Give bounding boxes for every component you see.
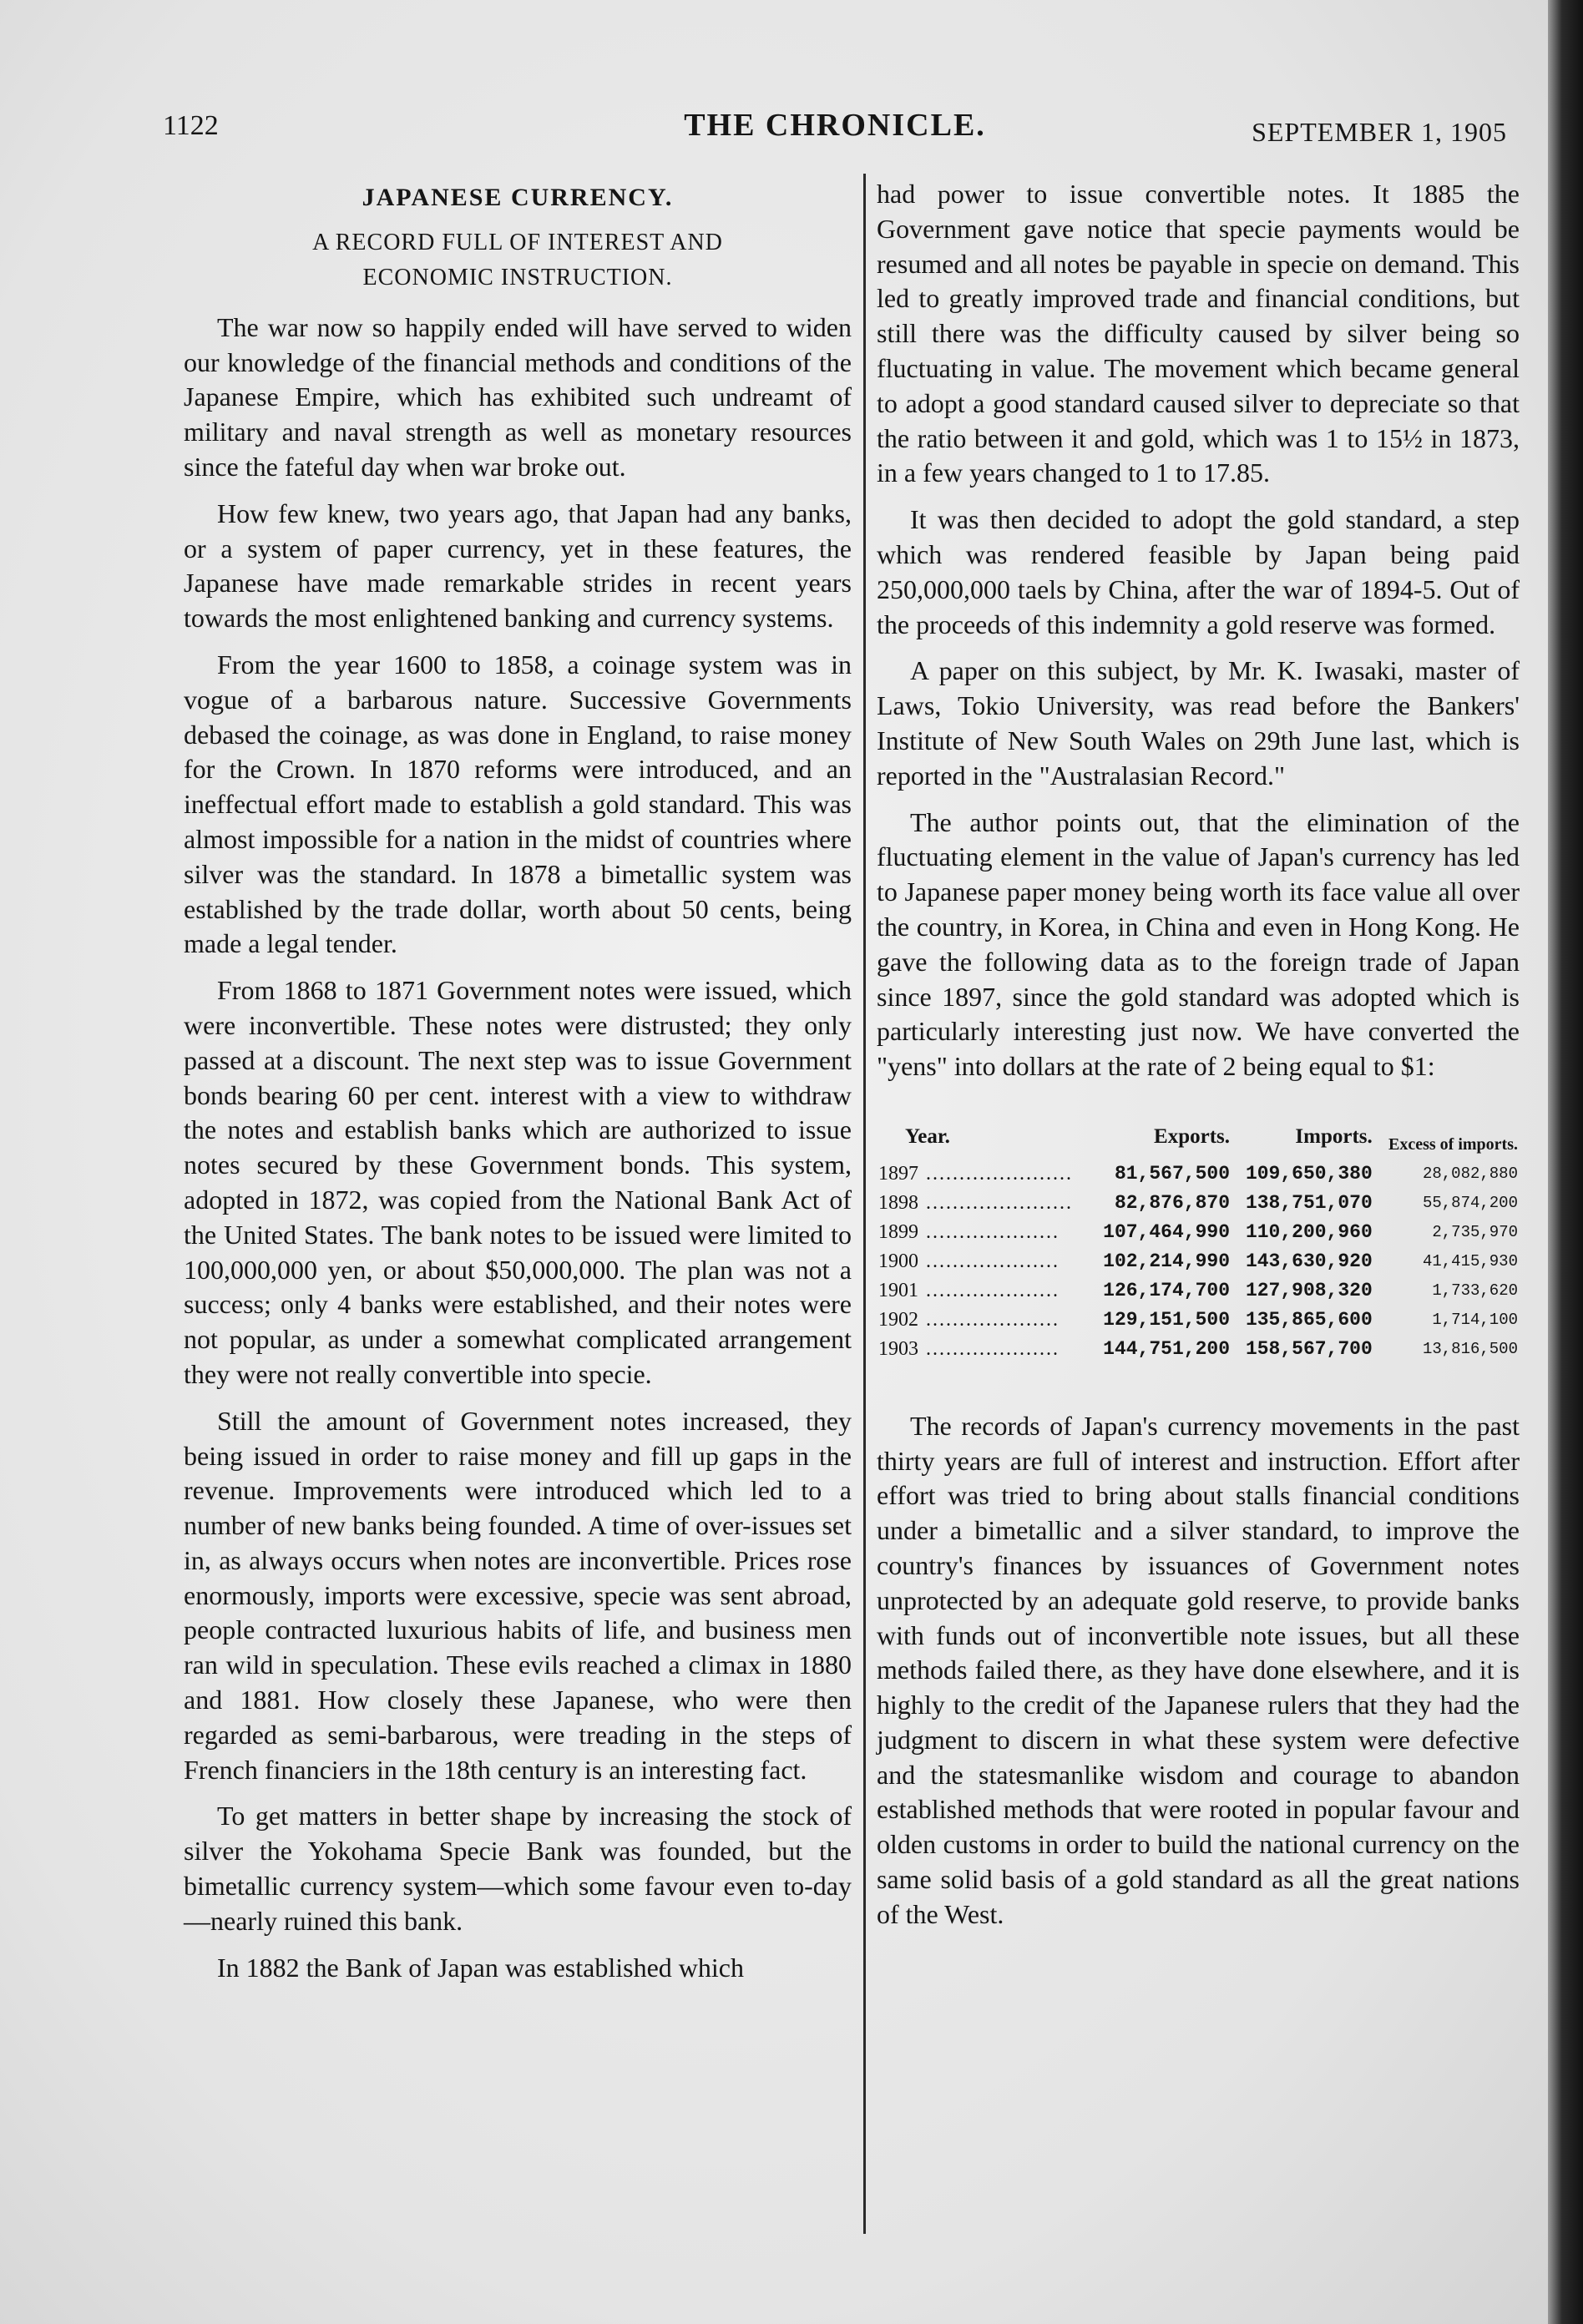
cell-exports: 126,174,700 — [1103, 1279, 1230, 1301]
paragraph: The war now so happily ended will have served to widen our knowledge of the financial methods and conditions of the Japanese Empire, which has exhibited such undreamt of military and naval strength as well as monetary resources since the fateful day when war broke out. — [184, 311, 852, 482]
cell-excess: 2,735,970 — [1432, 1222, 1518, 1241]
cell-year: 1897 — [878, 1162, 918, 1185]
cell-imports: 135,865,600 — [1245, 1308, 1373, 1331]
leader-dots: .................... — [925, 1250, 1060, 1272]
cell-excess: 1,733,620 — [1432, 1281, 1518, 1300]
leader-dots: .................... — [925, 1220, 1060, 1243]
cell-excess: 28,082,880 — [1422, 1164, 1518, 1183]
header-exports: Exports. — [1154, 1124, 1230, 1148]
cell-year: 1900 — [878, 1250, 918, 1272]
table-row — [877, 1189, 1520, 1218]
cell-excess: 55,874,200 — [1422, 1193, 1518, 1212]
table-row — [877, 1218, 1520, 1247]
article-subtitle: A RECORD FULL OF INTEREST AND ECONOMIC INSTRUCTION. — [312, 229, 723, 290]
header-excess-of-imports: Excess of imports. — [1388, 1134, 1518, 1154]
cell-year: 1903 — [878, 1337, 918, 1360]
cell-imports: 143,630,920 — [1245, 1250, 1373, 1272]
leader-dots: .................... — [925, 1308, 1060, 1331]
cell-imports: 110,200,960 — [1245, 1220, 1373, 1243]
cell-exports: 144,751,200 — [1103, 1337, 1230, 1360]
book-binding-edge — [1548, 0, 1583, 2324]
paragraph: Still the amount of Government notes increased, they being issued in order to raise money and fill up gaps in the revenue. Improvements were introduced which led to a number of new banks being founded. A time of over-issues set in, as always occurs when notes are inconvertible. Prices rose enormously, imports were excessive, specie was sent abroad, people contracted luxurious habits of life, and business men ran wild in speculation. These evils reached a climax in 1880 and 1881. How closely these Japanese, who were then regarded as semi-barbarous, were treading in the steps of French financiers in the 18th century is an interesting fact. — [184, 1405, 852, 1785]
page-header — [163, 110, 1507, 160]
table-row — [877, 1159, 1520, 1189]
cell-excess: 41,415,930 — [1422, 1251, 1518, 1271]
cell-excess: 1,714,100 — [1432, 1310, 1518, 1329]
paragraph: From 1868 to 1871 Government notes were issued, which were inconvertible. These notes were distrusted; they only passed at a discount. The next step was to issue Government bonds bearing 60 per cent. interest with a view to withdraw the notes and establish banks which are authorized to issue notes secured by these Government bonds. This system, adopted in 1872, was copied from the National Bank Act of the United States. The bank notes to be issued were limited to 100,000,000 yen, or about $50,000,000. The plan was not a success; only 4 banks were established, and their notes were not popular, as under a somewhat complicated arrangement they were not really convertible into specie. — [184, 975, 852, 1389]
paragraph: To get matters in better shape by increasing the stock of silver the Yokohama Specie Bank was founded, but the bimetallic currency system—which some favour even to-day—nearly ruined this bank. — [184, 1801, 852, 1936]
leader-dots: ...................... — [925, 1162, 1073, 1185]
paragraph: The author points out, that the elimination of the fluctuating element in the value of Japan's currency has led to Japanese paper money being worth its face value all over the country, in Korea, in China and even in Hong Kong. He gave the following data as to the foreign trade of Japan since 1897, since the gold standard was adopted which is particularly interesting just now. We have converted the "yens" into dollars at the rate of 2 being equal to $1: — [877, 806, 1520, 1082]
cell-imports: 138,751,070 — [1245, 1191, 1373, 1214]
table-row — [877, 1276, 1520, 1306]
right-column — [877, 177, 1520, 1944]
cell-year: 1902 — [878, 1308, 918, 1331]
article-title: JAPANESE CURRENCY. — [362, 184, 674, 211]
cell-imports: 158,567,700 — [1245, 1337, 1373, 1360]
cell-imports: 127,908,320 — [1245, 1279, 1373, 1301]
paragraph: had power to issue convertible notes. It 1885 the Government gave notice that specie payments would be resumed and all notes be payable in specie on demand. This led to greatly improved trade and financial conditions, but still there was the difficulty caused by silver being so fluctuating in value. The movement which became general to adopt a good standard caused silver to depreciate so that the ratio between it and gold, which was 1 to 15½ in 1873, in a few years changed to 1 to 17.85. — [877, 179, 1520, 488]
cell-year: 1899 — [878, 1220, 918, 1243]
cell-exports: 107,464,990 — [1103, 1220, 1230, 1243]
left-column — [184, 177, 852, 1997]
table-row — [877, 1335, 1520, 1364]
paragraph: It was then decided to adopt the gold standard, a step which was rendered feasible by Japan being paid 250,000,000 taels by China, after the war of 1894-5. Out of the proceeds of this indemnity a gold reserve was formed. — [877, 504, 1520, 639]
cell-excess: 13,816,500 — [1422, 1339, 1518, 1358]
cell-year: 1898 — [878, 1191, 918, 1214]
issue-date: SEPTEMBER 1, 1905 — [1252, 117, 1507, 147]
paragraph: A paper on this subject, by Mr. K. Iwasaki, master of Laws, Tokio University, was read before the Bankers' Institute of New South Wales on 29th June last, which is reported in the "Australasian Record." — [877, 655, 1520, 791]
paragraph: The records of Japan's currency movements in the past thirty years are full of interest and instruction. Effort after effort was tried to bring about stalls financial conditions under a bimetallic and a silver standard, to improve the country's finances by issuances of Government notes unprotected by an adequate gold reserve, to provide banks with funds out of inconvertible note issues, but all these methods failed there, as they have done elsewhere, and it is highly to the credit of the Japanese rulers that they had the judgment to discern in what these system were defective and the statesmanlike wisdom and courage to abandon established methods that were rooted in popular favour and olden customs in order to build the national currency on the same solid basis of a gold standard as all the great nations of the West. — [877, 1410, 1520, 1929]
paragraph: From the year 1600 to 1858, a coinage system was in vogue of a barbarous nature. Successive Governments debased the coinage, as was done in England, to raise money for the Crown. In 1870 reforms were introduced, and an ineffectual effort made to establish a gold standard. This was almost impossible for a nation in the midst of countries where silver was the standard. In 1878 a bimetallic system was established by the trade dollar, worth about 50 cents, being made a legal tender. — [184, 649, 852, 959]
header-year: Year. — [905, 1124, 950, 1148]
leader-dots: ...................... — [925, 1191, 1073, 1214]
table-header-row — [877, 1118, 1520, 1159]
table-row — [877, 1306, 1520, 1335]
column-rule — [863, 174, 866, 2234]
foreign-trade-table — [877, 1118, 1520, 1364]
leader-dots: .................... — [925, 1337, 1060, 1360]
publication-title: THE CHRONICLE. — [684, 108, 986, 143]
cell-exports: 82,876,870 — [1114, 1191, 1230, 1214]
table-row — [877, 1247, 1520, 1276]
cell-year: 1901 — [878, 1279, 918, 1301]
cell-exports: 102,214,990 — [1103, 1250, 1230, 1272]
cell-imports: 109,650,380 — [1245, 1162, 1373, 1185]
cell-exports: 81,567,500 — [1114, 1162, 1230, 1185]
header-imports: Imports. — [1295, 1124, 1373, 1148]
cell-exports: 129,151,500 — [1103, 1308, 1230, 1331]
page-number: 1122 — [163, 110, 219, 141]
paragraph: In 1882 the Bank of Japan was established which — [217, 1952, 744, 1983]
leader-dots: .................... — [925, 1279, 1060, 1301]
paragraph: How few knew, two years ago, that Japan had any banks, or a system of paper currency, yet in these features, the Japanese have made remarkable strides in recent years towards the most enlightened banking and currency systems. — [184, 498, 852, 634]
